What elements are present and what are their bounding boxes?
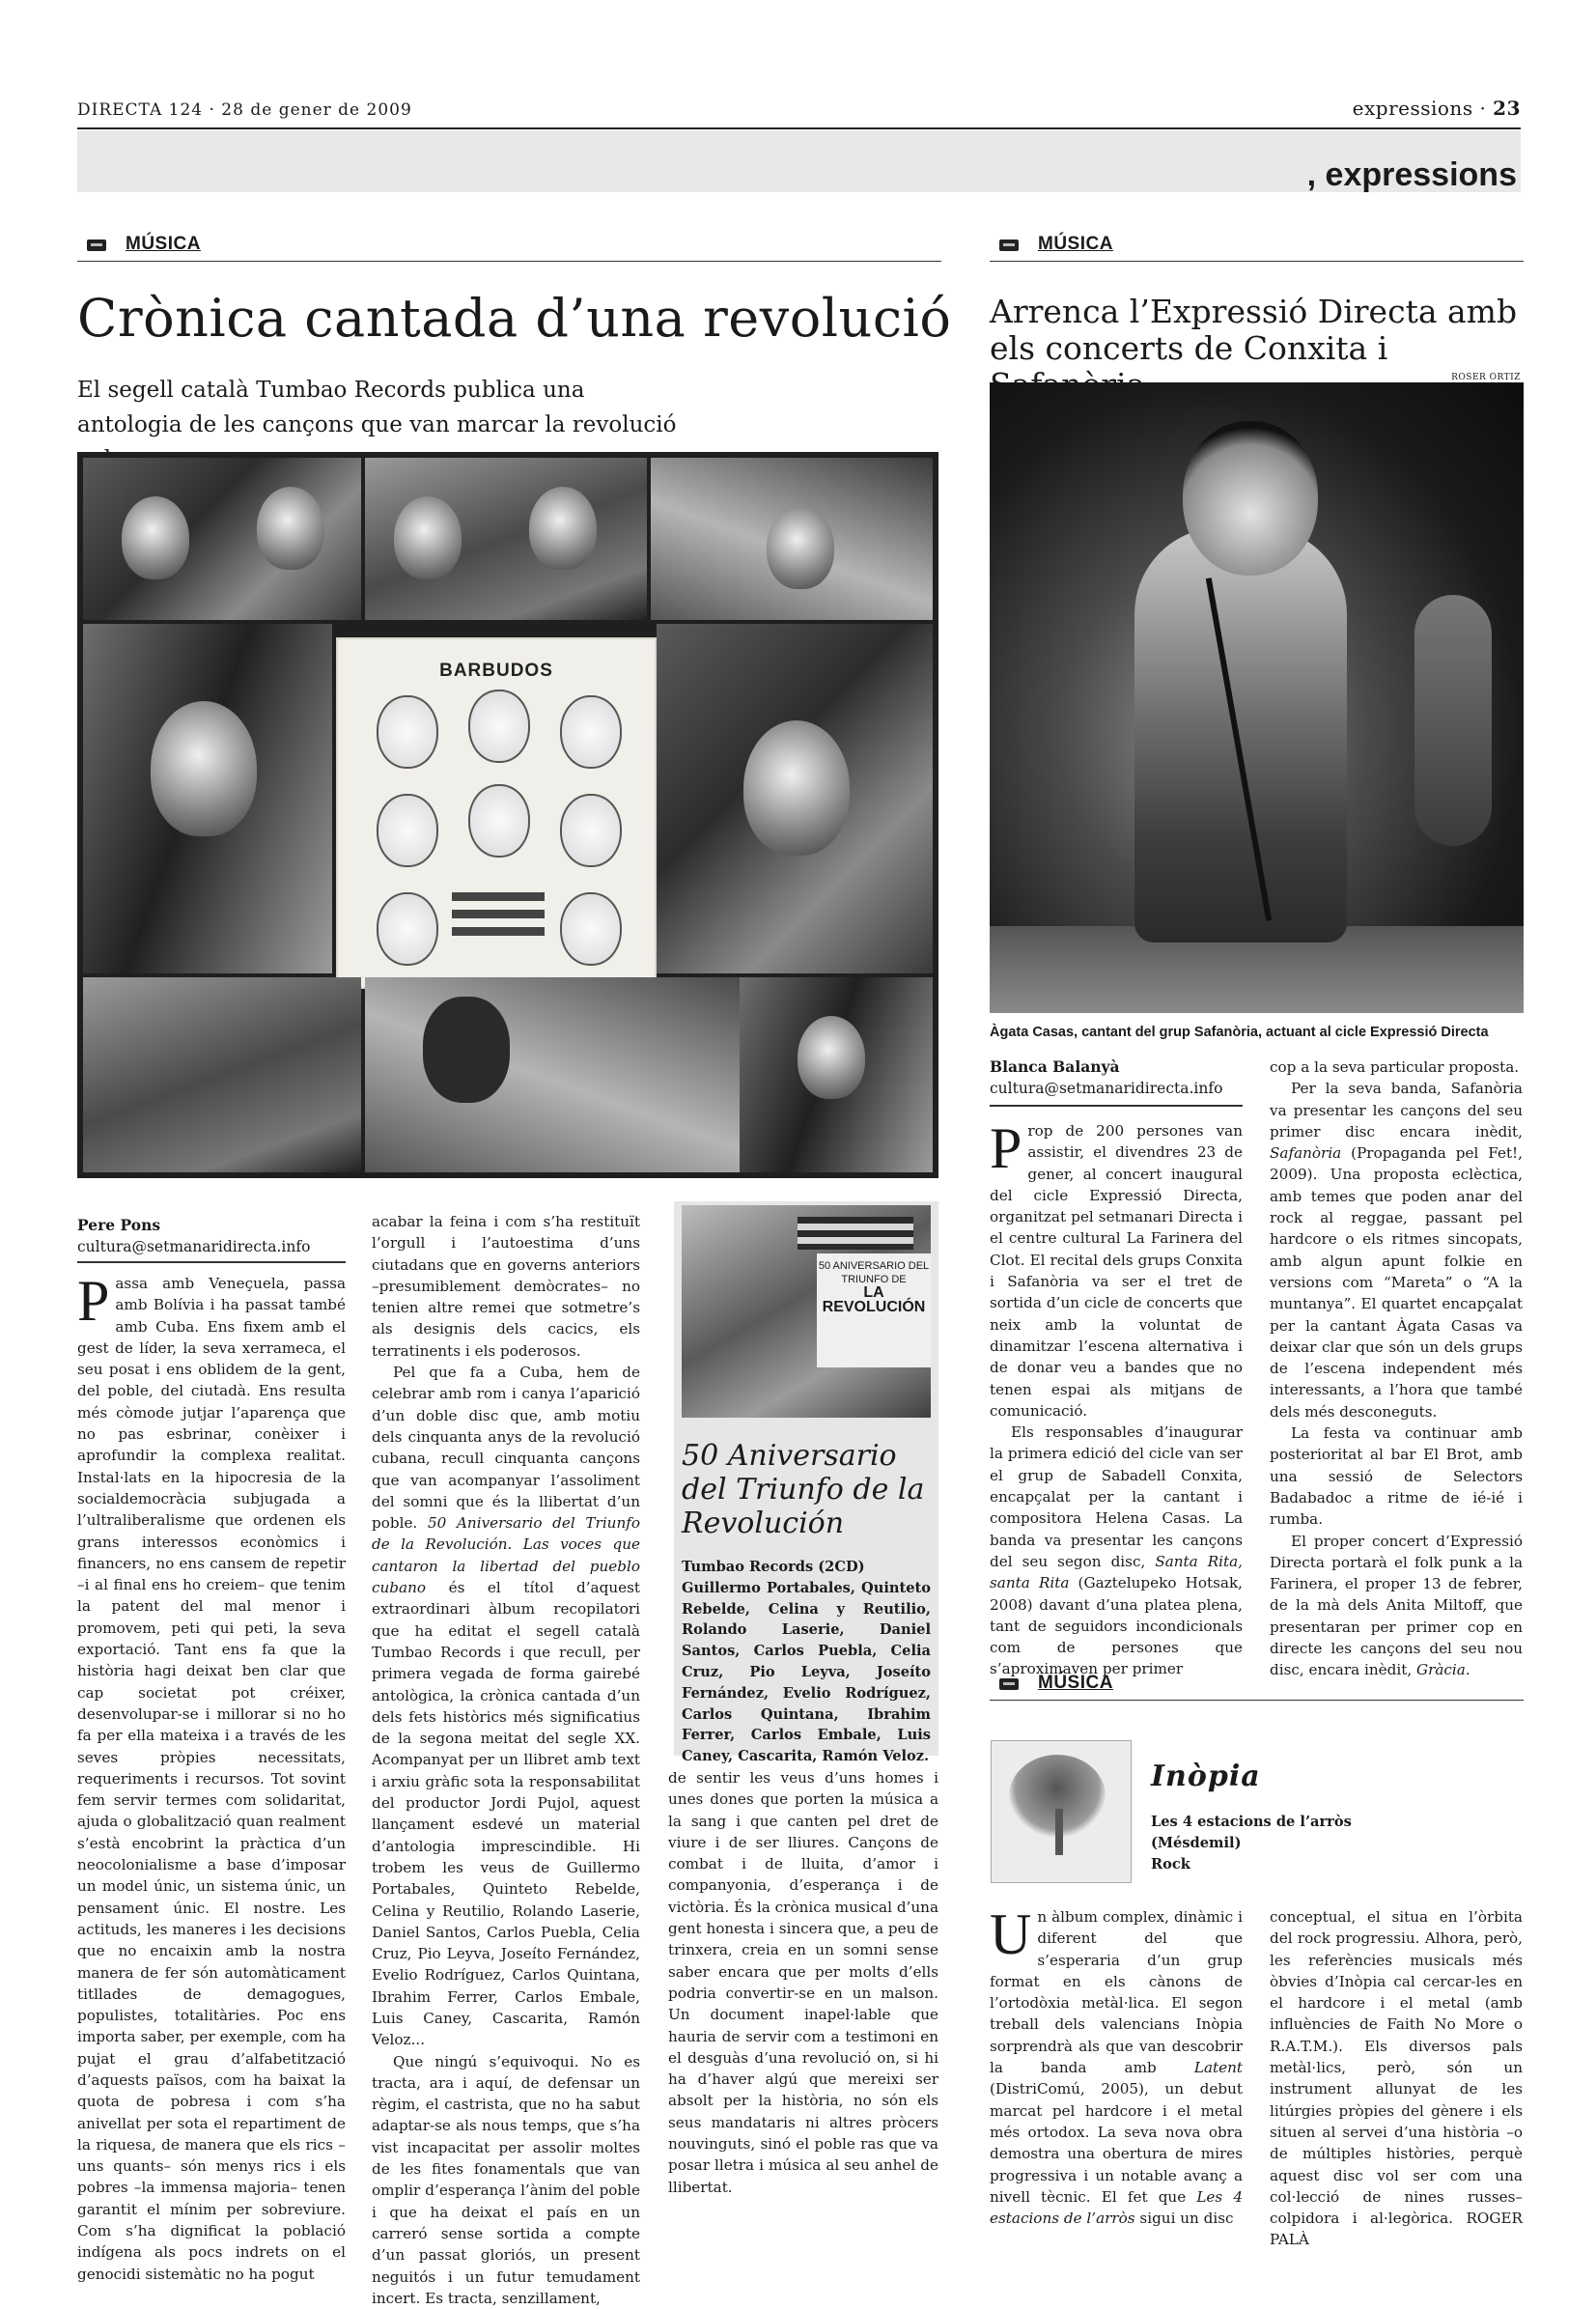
photo-che-portrait (83, 624, 332, 973)
poster-sketch (560, 794, 622, 867)
right-col-1 (990, 1116, 1243, 1680)
review-col-2 (1270, 1906, 1523, 2251)
paragraph: Prop de 200 persones van assistir, el divendres 23 de gener, al concert inaugural del cicle Expressió Directa, organitzat pel setmanari Directa i el centre cultural La Farinera del Clot. El recital dels grups Conxita i Safanòria va ser el tret de sortida d’un cicle de concerts que neix amb la voluntat de dinamitzar l’escena alternativa i de donar veu a bandes que no tenen espai als mitjans de comunicació. (990, 1116, 1243, 1420)
singer-figure (1134, 527, 1347, 943)
main-col-3 (668, 1767, 938, 2198)
paragraph: La festa va continuar amb posterioritat al bar El Brot, amb una sessió de Selectors Badabadoc a ritme de ié-ié i rumba. (1270, 1424, 1523, 1529)
byline-rule (990, 1105, 1243, 1107)
inopia-album-cover (991, 1740, 1132, 1883)
paragraph: acabar la feina i com s’ha restituït l’orgull i l’autoestima d’uns ciutadans que en governs anteriors –presumiblement demòcrates– no tenien altre remei que sotmetre’s als designis dels cacics, els terratinents i els poderosos. (372, 1213, 640, 1360)
photo-face (122, 496, 189, 579)
author-name: Pere Pons (77, 1216, 161, 1234)
photo-forest-group (651, 458, 933, 620)
author-email[interactable]: cultura@setmanaridirecta.info (77, 1238, 311, 1255)
poster-sketch (377, 695, 438, 769)
section-label-text: MÚSICA (1038, 1673, 1113, 1693)
paragraph: Un àlbum complex, dinàmic i diferent del que s’esperaria d’un grup format en els cànons de l’ortodòxia metàl·lica. El segon treball dels valencians Inòpia sorprendrà als que van descobrir la banda amb Latent (DistriComú, 2005), un debut marcat pel hardcore i el metal més ortodox. La seva nova obra demostra una obertura de mires progressiva i un notable avanç a nivell tècnic. El fet que Les 4 estacions de l’arròs sigui un disc (990, 1902, 1243, 2228)
folio-section: expressions · (1352, 97, 1487, 120)
cd-label-top: 50 ANIVERSARIO DEL TRIUNFO DE (818, 1260, 930, 1285)
review-genre: Rock (1151, 1855, 1190, 1873)
photo-soldiers-hill (83, 977, 361, 1172)
photo-caption: Àgata Casas, cantant del grup Safanòria, actuant al cicle Expressió Directa (990, 1025, 1489, 1040)
main-col-1 (77, 1269, 346, 2285)
photo-guerrillas (83, 458, 361, 620)
photo-face (529, 487, 597, 570)
main-byline (77, 1215, 346, 1257)
author-name: Blanca Balanyà (990, 1057, 1120, 1076)
paragraph: cop a la seva particular proposta. (1270, 1058, 1520, 1076)
section-name: , expressions (1306, 156, 1517, 193)
section-label-review (990, 1667, 1524, 1701)
paragraph: Pel que fa a Cuba, hem de celebrar amb rom i canya l’aparició d’un doble disc que, amb motiu dels cinquanta anys de la revolució cubana, recull cinquanta cançons que van acompanyar l’assoliment del somni que és la llibertat d’un poble. 50 Aniversario del Triunfo de la Revolución. Las voces que cantaron la libertad del pueblo cubano és el títol d’aquest extraordinari àlbum recopilatori que ha editat el segell català Tumbao Records i que recull, per primera vegada de forma gairebé antològica, la crònica cantada d’un dels fets històrics més significatius de la segona meitat del segle XX. Acompanyat per un llibret amb text i arxiu gràfic sota la responsabilitat del productor Jordi Pujol, aquest llançament esdevé un material d’antologia imprescindible. Hi trobem les veus de Guillermo Portabales, Quinteto Rebelde, Celina y Reutilio, Rolando Laserie, Daniel Santos, Carlos Puebla, Celia Cruz, Pio Leyva, Joseíto Fernández, Evelio Rodríguez, Carlos Quintana, Ibrahim Ferrer, Carlos Embale, Luis Caney, Cascarita, Ramón Veloz... (372, 1364, 641, 2049)
photo-face (743, 720, 850, 856)
paragraph: Que ningú s’equivoqui. No es tracta, ara i aquí, de defensar un règim, el castrista, que no ha sabut adaptar-se als nous temps, que s’ha vist incapacitat per assolir moltes de les fites fonamentals que van omplir d’esperança l’ànim del poble i que ha deixat el país en un carreró sense sortida a compte d’un passat gloriós, un present neguitós i un futur temudament incert. Es tracta, senzillament, (372, 2052, 640, 2307)
music-icon (87, 239, 106, 251)
cd-cover-image (682, 1205, 931, 1418)
page-number: 23 (1493, 97, 1521, 120)
cuban-flag-icon (452, 892, 545, 937)
barbudos-poster (336, 637, 657, 989)
right-col-2 (1270, 1056, 1523, 1681)
poster-sketch (468, 690, 530, 763)
main-col-2 (372, 1211, 640, 2309)
poster-sketch (468, 784, 530, 858)
main-headline: Crònica cantada d’una revolució (77, 288, 952, 349)
cuban-flag-icon (798, 1217, 913, 1250)
folio-right (1353, 97, 1521, 120)
photo-face (798, 1016, 865, 1099)
paragraph: de sentir les veus d’uns homes i unes dones que porten la música a la sang i que canten pel dret de viure i de ser lliures. Cançons de combat i de lluita, d’amor i companyonia, d’esperança i de victòria. És la crònica musical d’una gent honesta i sincera que, a peu de trinxera, creia en un somni sense saber encara que per molts d’ells podria convertir-se en un malson. Un document inapel·lable que hauria de servir com a testimoni en el desguàs d’una revolució on, si hi ha d’haver algú que mereixi ser absolt per la història, no són els seus mandataris ni altres pròcers nouvinguts, sinó el poble ras que va posar lletra i música al seu anhel de llibertat. (668, 1769, 938, 2196)
paragraph: El proper concert d’Expressió Directa portarà el folk punk a la Farinera, el proper 13 de febrer, de la mà dels Anita Miltoff, que presentaran per primer cop en directe les cançons del seu nou disc, encara inèdit, Gràcia. (1270, 1532, 1523, 1679)
header-rule (77, 127, 1521, 129)
section-label-text: MÚSICA (126, 234, 201, 254)
album-label: Tumbao Records (2CD) (682, 1559, 865, 1575)
review-album: Les 4 estacions de l’arròs (1151, 1814, 1352, 1830)
poster-sketch (377, 892, 438, 966)
review-info (1151, 1812, 1352, 1874)
photo-fidel-portrait (657, 624, 933, 973)
cd-label-main: LA REVOLUCIÓN (822, 1284, 926, 1315)
review-title: Inòpia (1151, 1760, 1261, 1793)
dropcap: P (77, 1269, 110, 1333)
paragraph: Els responsables d’inaugurar la primera edició del cicle van ser el grup de Sabadell Conxita, encapçalat per la cantant i compositora Helena Casas. La banda va presentar les cançons del seu segon disc, Santa Rita, santa Rita (Gaztelupeko Hotsak, 2008) davant d’una platea plena, tant de seguidors incondicionals com de persones que s’aproximaven per primer (990, 1423, 1243, 1678)
section-label-right (990, 228, 1524, 262)
author-email[interactable]: cultura@setmanaridirecta.info (990, 1080, 1223, 1097)
album-title: 50 Aniversario del Triunfo de la Revolución (682, 1439, 925, 1540)
album-artists: Guillermo Portabales, Quinteto Rebelde, Celina y Reutilio, Rolando Laserie, Daniel Santos, Carlos Puebla, Celia Cruz, Pio Leyva, Joseíto Fernández, Evelio Rodríguez, Carlos Quintana, Ibrahim Ferrer, Carlos Embale, Luis Caney, Cascarita, Ramón Veloz. (682, 1579, 931, 1765)
poster-title: BARBUDOS (439, 661, 553, 681)
paragraph: Per la seva banda, Safanòria va presentar les cançons del seu primer disc encara inèdit, Safanòria (Propaganda pel Fet!, 2009). Una proposta eclèctica, amb temes que poden anar del rock al reggae, passant pel hardcore o els ritmes sincopats, amb algun apunt folkie en versions com “Mareta” o “A la muntanya”. El quartet encapçalat per la cantant Àgata Casas va deixar clar que són un dels grups de l’escena independent més interessants, a l’hora que també dels més desconeguts. (1270, 1080, 1523, 1421)
section-label-text: MÚSICA (1038, 234, 1113, 254)
album-sidebar (674, 1201, 938, 1765)
music-icon (999, 239, 1019, 251)
album-info (682, 1557, 931, 1767)
photo-face (257, 487, 324, 570)
concert-photo (990, 382, 1524, 1013)
review-label: (Mésdemil) (1151, 1834, 1242, 1851)
folio-left: DIRECTA 124 · 28 de gener de 2009 (77, 100, 412, 120)
section-label-main (77, 228, 941, 262)
main-col-1-text: assa amb Veneçuela, passa amb Bolívia i ha passat també amb Cuba. Ens fixem amb el gest de líder, la seva xerrameca, el seu posat i ens oblidem de la gent, del poble, del ciutadà. Ens resulta més còmode jutjar l’aparença que no pas esbrinar, conèixer i aprofundir la complexa realitat. Instal·lats en la hipocresia de la socialdemocràcia subjugada a l’ultraliberalisme que ordenen els grans interessos econòmics i financers, no ens cansem de repetir –i al final ens ho creiem– que tenim la patent del mal menor i promovem, peti qui peti, la seva exportació. Tant ens fa que la història hagi deixat ben clar que cap societat pot créixer, desenvolupar-se i millorar si no ho fa per ella mateixa i a través de les seves pròpies necessitats, requeriments i recursos. Tot sovint fem servir termes com solidaritat, ajuda o globalització quan realment s’està encobrint la pràctica d’un neocolonialisme a base d’imposar un model únic, un sistema únic, un pensament únic. El nostre. Les actituds, les maneres i les decisions que no encaixin amb la nostra manera de fer són automàticament titllades de demagogues, populistes, totalitàries. Poc ens importa saber, per exemple, com ha pujat el grau d’alfabetització d’aquests països, com ha baixat la quota de pobresa i com s’ha anivellat per sota el repartiment de la riquesa, de manera que els rics –uns quants– són menys rics i els pobres –la immensa majoria– tenen garantit el mínim per sobreviure. Com s’ha dignificat la població indígena als pocs indrets on el genocidi sistemàtic no ha pogut (77, 1275, 346, 2283)
review-col-1 (990, 1902, 1243, 2229)
right-headline: Arrenca l’Expressió Directa amb els concerts de Conxita i (990, 293, 1518, 367)
photo-collage (77, 452, 938, 1178)
right-byline (990, 1056, 1243, 1099)
singer-head (1183, 421, 1318, 576)
section-band (77, 130, 1521, 192)
photo-fighters-jungle (365, 458, 647, 620)
photo-woman-rifle (740, 977, 933, 1172)
photo-face (151, 701, 257, 836)
tree-trunk (1055, 1809, 1063, 1855)
byline-rule (77, 1261, 346, 1263)
poster-sketch (377, 794, 438, 867)
photo-figure (423, 997, 510, 1103)
paragraph: conceptual, el situa en l’òrbita del rock progressiu. Alhora, però, les referències musicals més òbvies d’Inòpia cal cercar-les en el hardcore i el metal (amb influències de Faith No More o R.A.T.M.). Els diversos pals metàl·lics, però, són un instrument allunyat de les litúrgies pròpies del gènere i els situen al servei d’una història –o de múltiples històries, perquè aquest disc vol ser com una col·lecció de nines russes– colpidora i al·legòrica. ROGER PALÀ (1270, 1908, 1523, 2249)
poster-sketch (560, 892, 622, 966)
photo-face (767, 506, 834, 589)
photo-credit: ROSER ORTIZ (1451, 373, 1521, 382)
photo-face (394, 496, 462, 579)
main-deck: El segell català Tumbao Records publica una antologia de les cançons que van marcar la revolució (77, 378, 677, 437)
guitarist-figure (1414, 595, 1492, 846)
poster-sketch (560, 695, 622, 769)
cd-cover-label (817, 1253, 931, 1367)
music-icon (999, 1678, 1019, 1690)
